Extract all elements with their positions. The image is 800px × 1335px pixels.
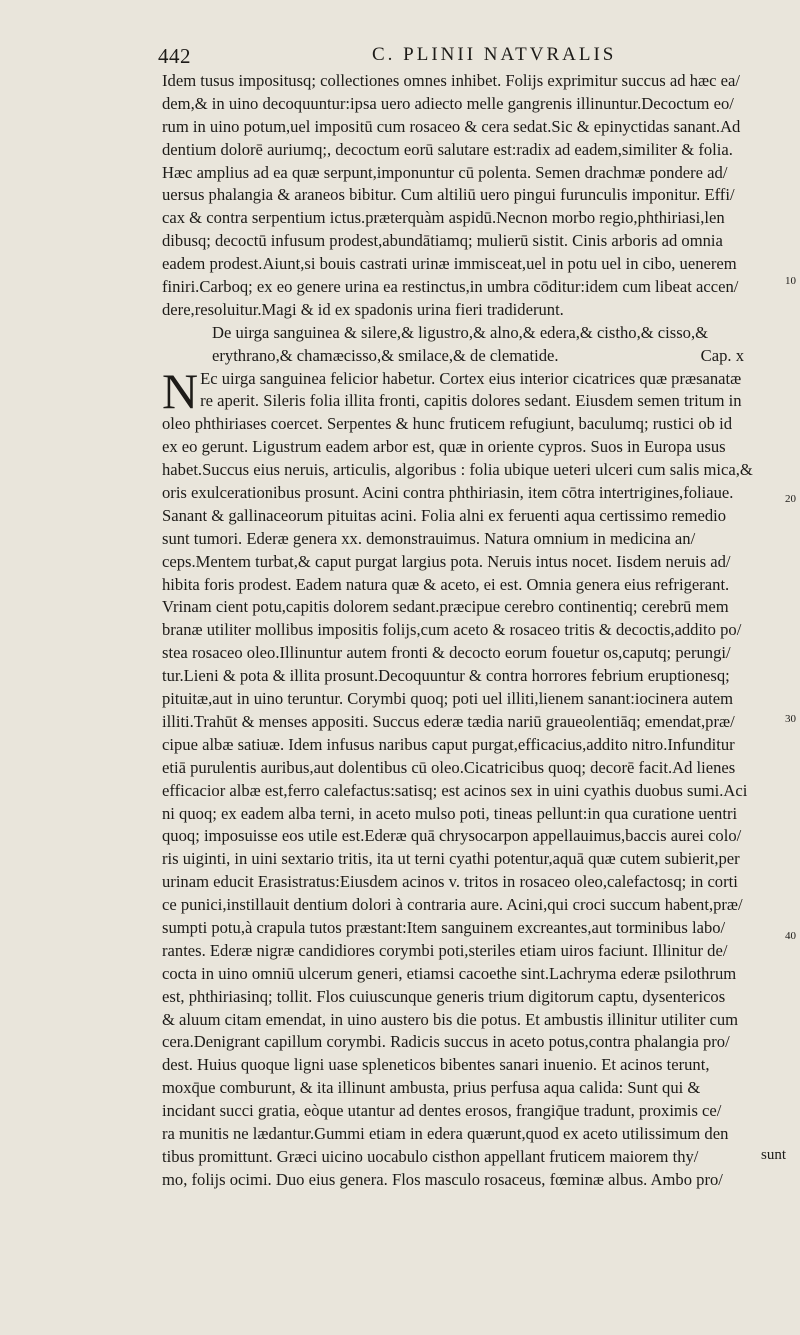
margin-line-number: 30 (785, 713, 796, 725)
text-line: Sanant & gallinaceorum pituitas acini. Folia alni ex feruenti aqua certissimo remedio (162, 505, 727, 525)
page-number: 442 (158, 44, 191, 68)
text-line: ceps.Mentem turbat,& caput purgat largius pota. Neruis intus nocet. Iisdem neruis ad/ (162, 551, 731, 571)
text-line: dest. Huius quoque ligni uase spleneticos bibentes sanari inuenio. Et acinos terunt, (162, 1055, 710, 1075)
text-line: mo, folijs ocimi. Duo eius genera. Flos masculo rosaceus, fœminæ albus. Ambo pro/ (162, 1169, 723, 1189)
text-line: & aluum citam emendat, in uino austero bis die potus. Et ambustis illinitur utiliter cum (162, 1009, 739, 1029)
text-line: pituitæ,aut in uino teruntur. Corymbi quoq; poti uel illiti,lienem sanant:iocinera autem (162, 689, 734, 709)
text-line: rum in uino potum,uel impositū cum rosaceo & cera sedat.Sic & epinyctidas sanant.Ad (162, 116, 741, 136)
text-line: cipue albæ satiuæ. Idem infusus naribus caput purgat,efficacius,addito nitro.Infunditur (162, 734, 735, 754)
text-line: cera.Denigrant capillum corymbi. Radicis succus in aceto potus,contra phalangia pro/ (162, 1032, 730, 1052)
text-line: Vrinam cient potu,capitis dolorem sedant.præcipue cerebro continentiq; cerebrū mem (162, 597, 729, 617)
drop-capital: N (162, 362, 199, 419)
dropcap-paragraph (162, 362, 794, 419)
text-line: dibusq; decoctū infusum prodest,abundātiamq; mulierū sistit. Cinis arboris ad omnia (162, 231, 723, 251)
text-line: ni quoq; ex eadem alba terni, in aceto mulso poti, tineas pellunt:in qua curatione uentri (162, 803, 738, 823)
text-line: finiri.Carboq; ex eo genere urina ea restinctus,in umbra cōditur:idem cum libeat accen/ (162, 277, 739, 297)
text-line: Hæc amplius ad ea quæ serpunt,imponuntur cū polenta. Semen drachmæ pondere ad/ (162, 162, 728, 182)
text-line: est, phthiriasinq; tollit. Flos cuiuscunque generis trium digitorum captu, dysentericos (162, 986, 726, 1006)
section-heading-text: erythrano,& chamæcisso,& smilace,& de clematide. (212, 345, 559, 365)
text-line: hibita foris prodest. Eadem natura quæ & aceto, ei est. Omnia genera eius refrigerant. (162, 574, 730, 594)
section-text (162, 413, 794, 1191)
margin-line-number: 10 (785, 275, 796, 287)
margin-line-number: 20 (785, 493, 796, 505)
body-text (162, 70, 794, 322)
text-line: sunt tumori. Ederæ genera xx. demonstrauimus. Natura omnium in medicina an/ (162, 528, 696, 548)
running-title: C. PLINII NATVRALIS (372, 44, 617, 65)
text-line: illiti.Trahūt & menses appositi. Succus ederæ tædia nariū graueolentiāq; emendat,præ/ (162, 711, 735, 731)
text-line: oleo phthiriases coercet. Serpentes & hunc fruticem refugiunt, baculumq; rustici ob id (162, 414, 733, 434)
text-line: rantes. Ederæ nigræ candidiores corymbi poti,steriles etiam uiros faciunt. Illinitur de/ (162, 940, 728, 960)
main-text (162, 70, 794, 1192)
page-header (158, 44, 798, 72)
chapter-label: Cap. x (700, 345, 744, 365)
text-line: cax & contra serpentium ictus.præterquàm aspidū.Necnon morbo regio,phthiriasi,len (162, 208, 725, 228)
text-line: uersus phalangia & araneos bibitur. Cum altiliū uero pingui furunculis imponitur. Effi/ (162, 185, 735, 205)
text-line: tur.Lieni & pota & illita prosunt.Decoquuntur & contra horrores febrium eruptionesq; (162, 666, 730, 686)
dropcap-line-2: re aperit. Sileris folia illita fronti, capitis dolores sedant. Eiusdem semen tritum in (200, 391, 742, 411)
section-heading-line-2 (162, 345, 794, 368)
text-line: ra munitis ne lædantur.Gummi etiam in edera quærunt,quod ex aceto utilissimum den (162, 1123, 729, 1143)
text-line: dem,& in uino decoquuntur:ipsa uero adiecto melle gangrenis illinuntur.Decoctum eo/ (162, 93, 734, 113)
text-line: ex eo gerunt. Ligustrum eadem arbor est, quæ in oriente cypros. Suos in Europa usus (162, 437, 726, 457)
dropcap-line-1: Ec uirga sanguinea felicior habetur. Cortex eius interior cicatrices quæ præsanatæ (200, 368, 742, 388)
section-heading-line-1: De uirga sanguinea & silere,& ligustro,& alno,& edera,& cistho,& cisso,& (212, 322, 709, 342)
text-line: branæ utiliter mollibus impositis folijs,cum aceto & rosaceo tritis & decoctis,addito po/ (162, 620, 742, 640)
text-line: ce punici,instillauit dentium dolori à contraria aure. Acini,qui croci succum habent,præ/ (162, 895, 743, 915)
text-line: stea rosaceo oleo.Illinuntur autem fronti & decocto eorum fouetur os,caputq; perungi/ (162, 643, 731, 663)
text-line: Idem tusus impositusq; collectiones omnes inhibet. Folijs exprimitur succus ad hæc ea/ (162, 71, 740, 90)
text-line: dere,resoluitur.Magi & id ex spadonis urina fieri tradiderunt. (162, 299, 564, 319)
text-line: tibus promittunt. Græci uicino uocabulo cisthon appellant fruticem maiorem thy/ (162, 1146, 699, 1166)
text-line: sumpti potu,à crapula tutos præstant:Item sanguinem excreantes,aut torminibus labo/ (162, 917, 726, 937)
catchword: sunt (760, 1147, 786, 1163)
text-line: etiā purulentis auribus,aut dolentibus cū oleo.Cicatricibus quoq; decorē facit.Ad lienes (162, 757, 736, 777)
text-line: oris exulcerationibus prosunt. Acini contra phthiriasin, item cōtra intertrigines,foliaue. (162, 483, 734, 503)
text-line: incidant succi gratia, eòque utantur ad dentes erosos, frangiq̄ue tradunt, proximis ce/ (162, 1101, 722, 1121)
text-line: cocta in uino omniū ulcerum generi, etiamsi cacoethe sint.Lachryma ederæ psilothrum (162, 963, 737, 983)
text-line: quoq; imposuisse eos utile est.Ederæ quā chrysocarpon appellauimus,baccis aurei colo/ (162, 826, 742, 846)
text-line: habet.Succus eius neruis, articulis, algoribus : folia ubique ueteri ulceri cum salis mica,& (162, 460, 753, 480)
text-line: moxq̄ue comburunt, & ita illinunt ambusta, prius perfusa aqua calida: Sunt qui & (162, 1078, 701, 1098)
text-line: dentium dolorē auriumq;, decoctum eorū salutare est:radix ad eadem,similiter & folia. (162, 139, 733, 159)
text-line: efficacior albæ est,ferro calefactus:satisq; est acinos sex in uini cyathis duobus sumi.Aci (162, 780, 748, 800)
text-line: eadem prodest.Aiunt,si bouis castrati urinæ immisceat,uel in potu uel in cibo, uenerem (162, 254, 737, 274)
text-line: ris uiginti, in uini sextario tritis, ita ut terni cyathi potentur,aquā quæ cutem subierit,per (162, 849, 740, 869)
text-line: urinam educit Erasistratus:Eiusdem acinos v. tritos in rosaceo oleo,calefactosq; in corti (162, 872, 738, 892)
margin-line-number: 40 (785, 930, 796, 942)
